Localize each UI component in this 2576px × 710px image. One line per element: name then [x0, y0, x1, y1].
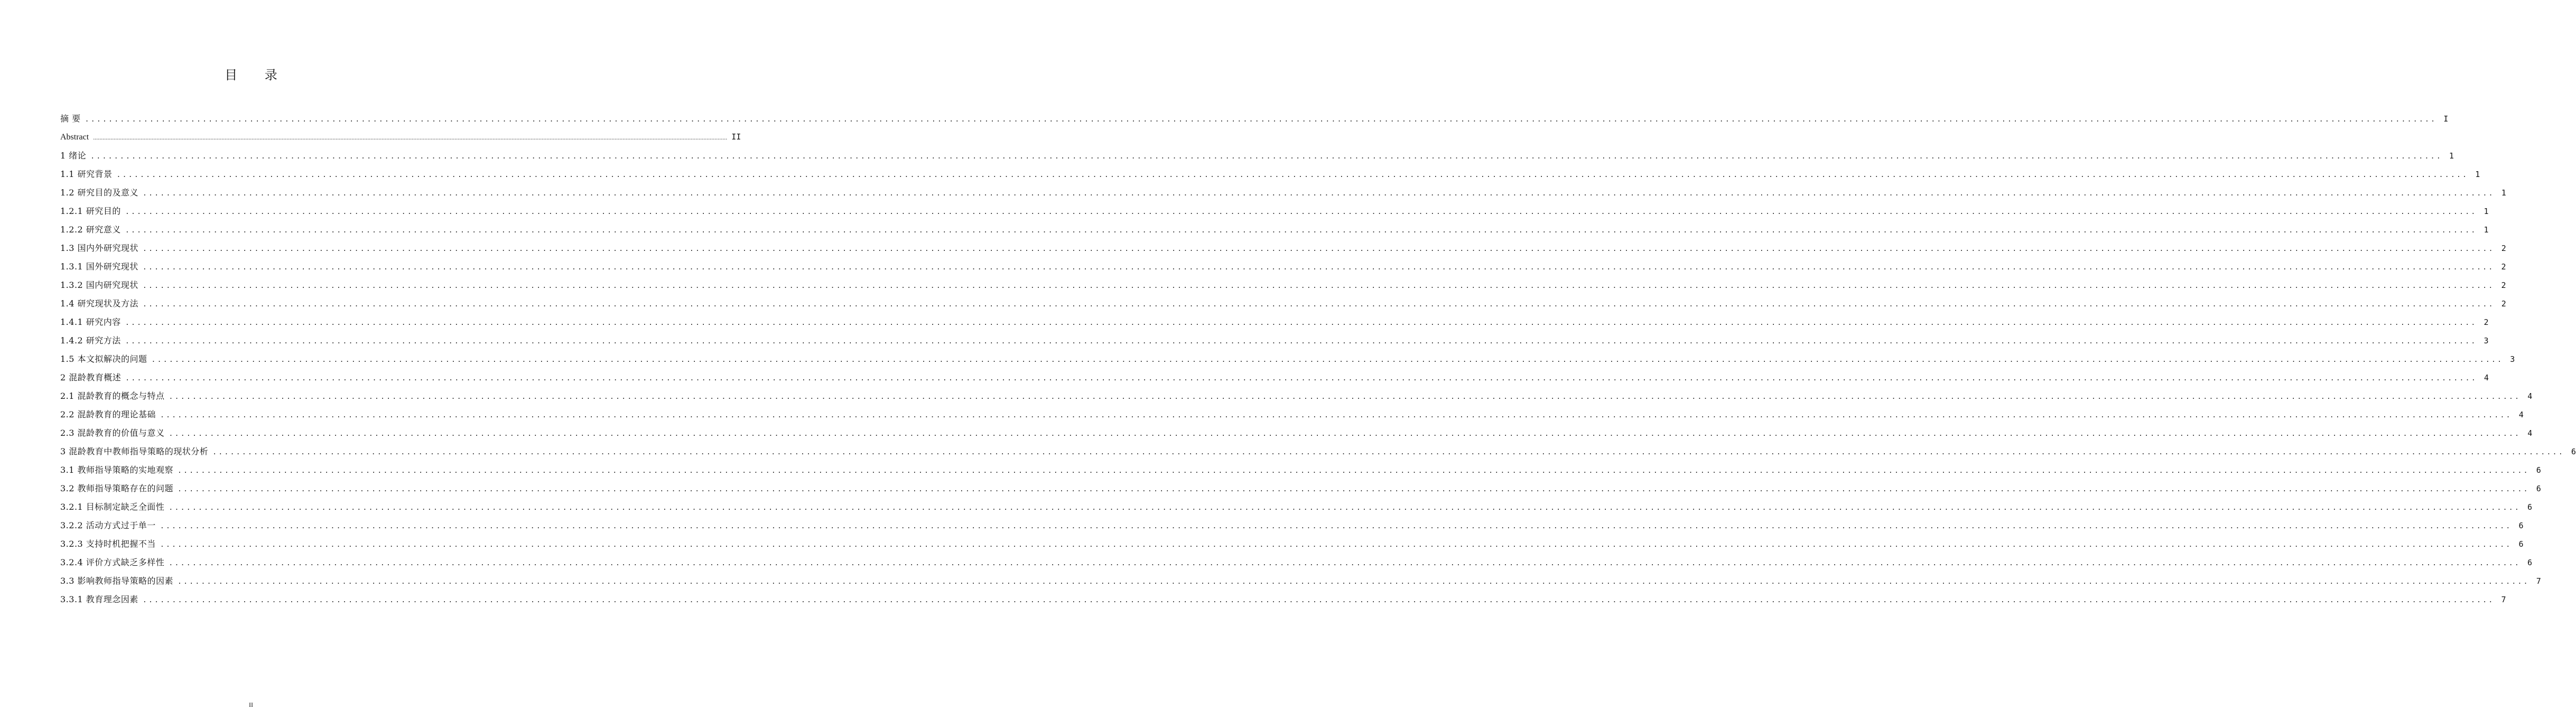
- toc-entry-label: 3.2.1 目标制定缺乏全面性: [60, 502, 165, 512]
- toc-entry[interactable]: [60, 461, 2541, 479]
- toc-entry-label: 1.5 本文拟解决的问题: [60, 354, 147, 364]
- toc-entry-page: 1: [2501, 188, 2506, 198]
- toc-entry-page: 4: [2484, 373, 2489, 382]
- toc-entry-page: 3: [2484, 336, 2489, 345]
- toc-entry[interactable]: [60, 535, 2524, 553]
- toc-entry-label: 1.3.2 国内研究现状: [60, 280, 138, 290]
- toc-dot-leader: ................................................................................................................................................................................................................................................................................................................................................................................................................: [142, 596, 2495, 604]
- toc-entry-page: 1: [2449, 151, 2454, 161]
- toc-dot-leader: ................................................................................................................................................................................................................................................................................................................................................................................................................: [93, 134, 728, 141]
- toc-entry[interactable]: [60, 257, 2506, 276]
- toc-dot-leader: ................................................................................................................................................................................................................................................................................................................................................................................................................: [212, 449, 2564, 456]
- toc-entry[interactable]: [60, 331, 2489, 350]
- toc-entry-page: I: [2443, 114, 2449, 124]
- toc-entry[interactable]: [60, 553, 2532, 572]
- toc-entry-label: 2.2 混龄教育的理论基础: [60, 409, 156, 419]
- toc-entry[interactable]: [60, 294, 2506, 313]
- toc-entry-label: Abstract: [60, 133, 89, 142]
- toc-dot-leader: ................................................................................................................................................................................................................................................................................................................................................................................................................: [142, 264, 2495, 272]
- toc-entry-page: 4: [2518, 410, 2524, 419]
- toc-entry[interactable]: [60, 498, 2532, 516]
- toc-entry-page: 4: [2527, 391, 2533, 401]
- toc-entry-page: 6: [2518, 521, 2524, 530]
- toc-entry[interactable]: [60, 424, 2533, 442]
- toc-entry[interactable]: [60, 183, 2506, 202]
- toc-entry[interactable]: [60, 146, 2454, 165]
- toc-entry[interactable]: [60, 128, 741, 146]
- toc-dot-leader: ................................................................................................................................................................................................................................................................................................................................................................................................................: [169, 504, 2521, 512]
- toc-entry-label: 3.2.3 支持时机把握不当: [60, 539, 156, 549]
- toc-entry[interactable]: [60, 405, 2524, 424]
- toc-dot-leader: ................................................................................................................................................................................................................................................................................................................................................................................................................: [143, 190, 2495, 198]
- toc-entry[interactable]: [60, 350, 2515, 368]
- toc-entry-label: 3.3 影响教师指导策略的因素: [60, 576, 174, 586]
- toc-entry-label: 1.2.1 研究目的: [60, 206, 121, 216]
- toc-entry-label: 1.2.2 研究意义: [60, 225, 121, 235]
- toc-entry[interactable]: [60, 220, 2489, 239]
- toc-entry-page: II: [731, 132, 741, 142]
- toc-entry-page: 7: [2536, 576, 2541, 586]
- toc-entry-page: 6: [2571, 447, 2576, 456]
- page-number: II: [249, 701, 253, 708]
- toc-entry[interactable]: [60, 109, 2449, 128]
- toc-entry-page: 2: [2501, 299, 2506, 309]
- toc-dot-leader: ................................................................................................................................................................................................................................................................................................................................................................................................................: [160, 541, 2512, 549]
- toc-entry[interactable]: [60, 368, 2489, 387]
- toc-dot-leader: ................................................................................................................................................................................................................................................................................................................................................................................................................: [90, 153, 2442, 161]
- toc-entry-label: 3 混龄教育中教师指导策略的现状分析: [60, 446, 209, 456]
- toc-entry-label: 2 混龄教育概述: [60, 372, 122, 382]
- toc-dot-leader: ................................................................................................................................................................................................................................................................................................................................................................................................................: [169, 393, 2521, 401]
- toc-entry[interactable]: [60, 479, 2541, 498]
- toc-entry-page: 1: [2475, 170, 2480, 179]
- toc-entry[interactable]: [60, 276, 2506, 294]
- toc-dot-leader: ................................................................................................................................................................................................................................................................................................................................................................................................................: [160, 522, 2512, 530]
- toc-dot-leader: ................................................................................................................................................................................................................................................................................................................................................................................................................: [178, 467, 2529, 475]
- toc-entry-label: 3.2.2 活动方式过于单一: [60, 520, 156, 530]
- toc-entry-page: 3: [2510, 354, 2515, 364]
- toc-entry-label: 2.3 混龄教育的价值与意义: [60, 428, 165, 438]
- toc-entry[interactable]: [60, 387, 2533, 405]
- toc-dot-leader: ................................................................................................................................................................................................................................................................................................................................................................................................................: [125, 208, 2477, 216]
- toc-entry-page: 6: [2527, 502, 2532, 512]
- toc-entry-label: 1.3 国内外研究现状: [60, 243, 139, 253]
- toc-entry-page: 6: [2536, 465, 2541, 475]
- toc-entry-label: 1.4.2 研究方法: [60, 335, 121, 345]
- toc-dot-leader: ................................................................................................................................................................................................................................................................................................................................................................................................................: [169, 559, 2521, 567]
- table-of-contents: [60, 109, 2576, 609]
- toc-entry[interactable]: [60, 572, 2541, 590]
- toc-entry-page: 2: [2484, 317, 2489, 327]
- toc-entry-page: 1: [2484, 207, 2489, 216]
- toc-dot-leader: ................................................................................................................................................................................................................................................................................................................................................................................................................: [143, 245, 2495, 253]
- toc-entry-label: 3.1 教师指导策略的实地观察: [60, 465, 174, 475]
- toc-entry-page: 6: [2536, 484, 2541, 493]
- toc-entry-page: 2: [2501, 244, 2506, 253]
- toc-entry[interactable]: [60, 165, 2480, 183]
- toc-dot-leader: ................................................................................................................................................................................................................................................................................................................................................................................................................: [142, 282, 2495, 290]
- toc-dot-leader: ................................................................................................................................................................................................................................................................................................................................................................................................................: [125, 375, 2477, 382]
- toc-entry-page: 4: [2527, 428, 2533, 438]
- toc-entry-label: 1.2 研究目的及意义: [60, 188, 139, 198]
- toc-dot-leader: ................................................................................................................................................................................................................................................................................................................................................................................................................: [169, 430, 2521, 438]
- toc-entry[interactable]: [60, 442, 2576, 461]
- toc-entry[interactable]: [60, 239, 2506, 257]
- toc-entry-page: 6: [2518, 539, 2524, 549]
- toc-entry[interactable]: [60, 202, 2489, 220]
- toc-entry-page: 2: [2501, 262, 2506, 272]
- toc-entry-label: 3.3.1 教育理念因素: [60, 594, 138, 604]
- toc-dot-leader: ................................................................................................................................................................................................................................................................................................................................................................................................................: [160, 412, 2512, 419]
- toc-dot-leader: ................................................................................................................................................................................................................................................................................................................................................................................................................: [125, 227, 2477, 235]
- toc-entry-label: 1.3.1 国外研究现状: [60, 261, 138, 272]
- toc-dot-leader: ................................................................................................................................................................................................................................................................................................................................................................................................................: [125, 338, 2477, 345]
- toc-entry-page: 6: [2527, 558, 2532, 567]
- toc-entry[interactable]: [60, 516, 2524, 535]
- toc-entry-label: 摘 要: [60, 114, 81, 124]
- toc-dot-leader: ................................................................................................................................................................................................................................................................................................................................................................................................................: [116, 171, 2469, 179]
- toc-entry-label: 1 绪论: [60, 151, 87, 161]
- toc-dot-leader: ................................................................................................................................................................................................................................................................................................................................................................................................................: [151, 356, 2504, 364]
- toc-entry-page: 2: [2501, 281, 2506, 290]
- toc-entry-label: 1.4.1 研究内容: [60, 317, 121, 327]
- toc-dot-leader: ................................................................................................................................................................................................................................................................................................................................................................................................................: [125, 319, 2477, 327]
- toc-entry-label: 2.1 混龄教育的概念与特点: [60, 391, 165, 401]
- toc-entry-label: 1.1 研究背景: [60, 169, 113, 179]
- toc-entry-page: 1: [2484, 225, 2489, 235]
- toc-entry-page: 7: [2501, 595, 2506, 604]
- toc-dot-leader: ................................................................................................................................................................................................................................................................................................................................................................................................................: [85, 116, 2437, 124]
- toc-entry[interactable]: [60, 313, 2489, 331]
- toc-entry-label: 1.4 研究现状及方法: [60, 298, 139, 309]
- toc-dot-leader: ................................................................................................................................................................................................................................................................................................................................................................................................................: [178, 485, 2529, 493]
- toc-dot-leader: ................................................................................................................................................................................................................................................................................................................................................................................................................: [178, 578, 2529, 586]
- toc-entry-label: 3.2.4 评价方式缺乏多样性: [60, 557, 165, 567]
- toc-dot-leader: ................................................................................................................................................................................................................................................................................................................................................................................................................: [143, 301, 2495, 309]
- page-title: 目 录: [225, 68, 289, 82]
- toc-entry[interactable]: [60, 590, 2506, 609]
- toc-entry-label: 3.2 教师指导策略存在的问题: [60, 483, 174, 493]
